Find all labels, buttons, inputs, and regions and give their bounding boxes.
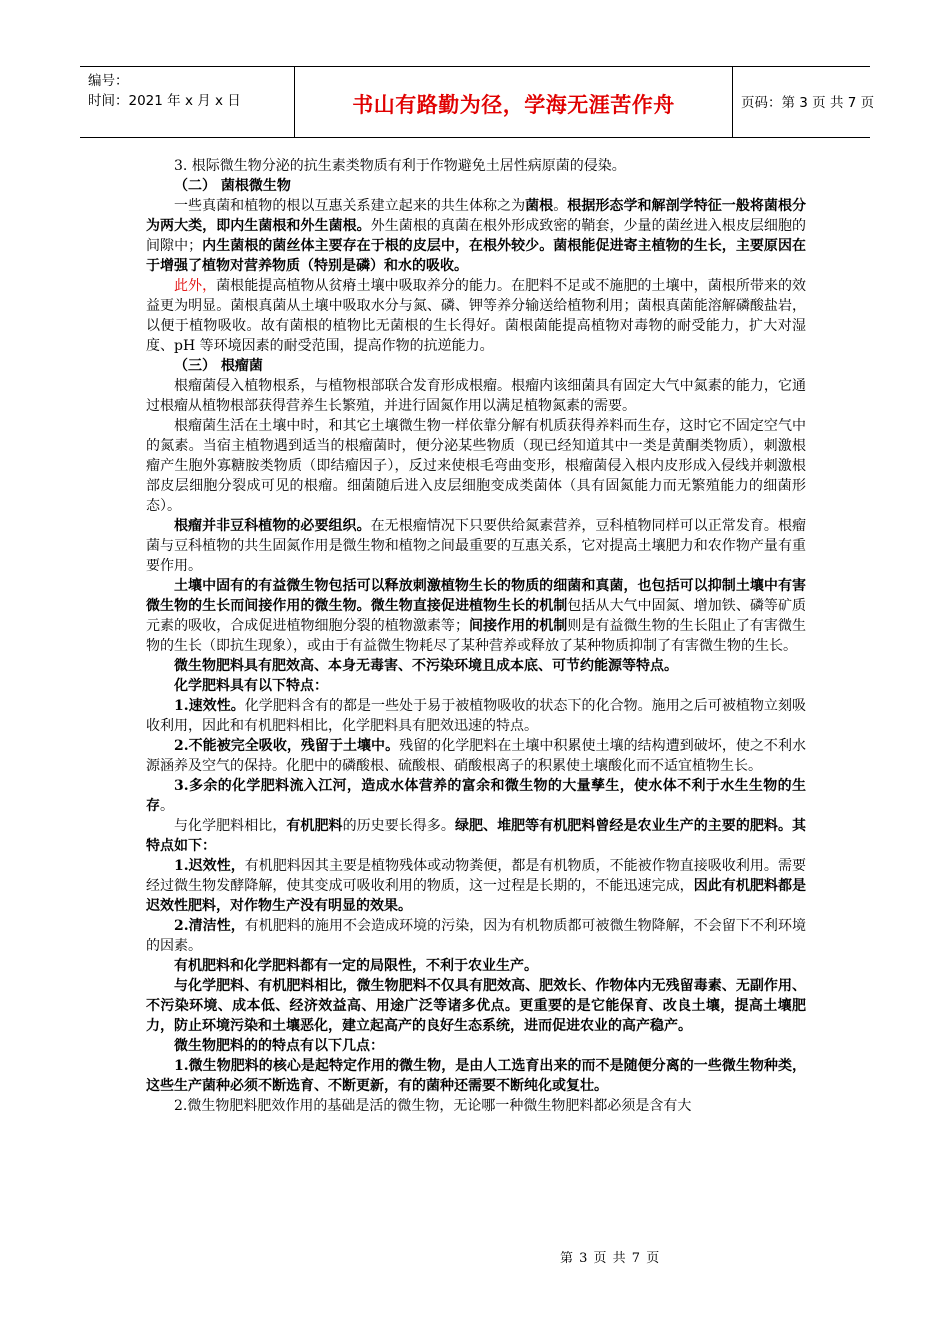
paragraph: 与化学肥料、有机肥料相比，微生物肥料不仅具有肥效高、肥效长、作物体内无残留毒素、无副作用、不污染环境、成本低、经济效益高、用途广泛等诸多优点。更重要的是它能保育、改良土壤，提高土壤肥力，防止环境污染和土壤恶化，建立起高产的良好生态系统，进而促进农业的高产稳产。 [146,978,806,1034]
page-footer: 第 3 页 共 7 页 [560,1251,661,1266]
paragraph: 1.微生物肥料的核心是起特定作用的微生物，是由人工选育出来的而不是随便分离的一些微生物种类，这些生产菌种必须不断选育、不断更新，有的菌种还需要不断纯化或复壮。 [146,1058,806,1094]
number-label: 编号： [88,73,129,89]
page-header [80,66,875,138]
paragraph: 3. 根际微生物分泌的抗生素类物质有利于作物避免土居性病原菌的侵染。 [174,158,626,174]
paragraph: 2.不能被完全吸收，残留于土壤中。残留的化学肥料在土壤中积累使土壤的结构遭到破坏，使之不利水源涵养及空气的保持。化肥中的磷酸根、硫酸根、硝酸根离子的积累使土壤酸化而不适宜植物生长。 [146,738,806,774]
document-body [146,156,806,1116]
paragraph: 2.微生物肥料肥效作用的基础是活的微生物，无论哪一种微生物肥料都必须是含有大 [174,1098,692,1114]
paragraph: 根瘤菌生活在土壤中时，和其它土壤微生物一样依靠分解有机质获得养料而生存，这时它不固定空气中的氮素。当宿主植物遇到适当的根瘤菌时，便分泌某些物质（现已经知道其中一类是黄酮类物质），刺激根瘤产生胞外寡糖胺类物质（即结瘤因子），反过来使根毛弯曲变形，根瘤菌侵入根内皮形成入侵线并刺激根部皮层细胞分裂成可见的根瘤。细菌随后进入皮层细胞变成类菌体（具有固氮能力而无繁殖能力的细菌形态）。 [146,418,806,514]
page-label: 页码：第 3 页 共 7 页 [741,95,875,111]
header-motto-cell [295,67,733,137]
time-label: 时间：2021 年 x 月 x 日 [88,93,241,109]
paragraph: 有机肥料和化学肥料都有一定的局限性，不利于农业生产。 [174,958,538,974]
paragraph: 1.迟效性，有机肥料因其主要是植物残体或动物粪便，都是有机物质，不能被作物直接吸收利用。需要经过微生物发酵降解，使其变成可吸收利用的物质，这一过程是长期的，不能迅速完成，因此有机肥料都是迟效性肥料，对作物生产没有明显的效果。 [146,858,807,914]
motto: 书山有路勤为径，学海无涯苦作舟 [352,93,675,117]
paragraph-mycorrhiza-benefits: 此外，菌根能提高植物从贫瘠土壤中吸取养分的能力。在肥料不足或不施肥的土壤中，菌根所带来的效益更为明显。菌根真菌从土壤中吸取水分与氮、磷、钾等养分输送给植物利用；菌根真菌能溶解磷酸盐岩，以便于植物吸收。故有菌根的植物比无菌根的生长得好。菌根菌能提高植物对毒物的耐受能力，扩大对湿度、pH 等环境因素的耐受范围，提高作物的抗逆能力。 [146,278,807,354]
section-heading-mycorrhiza: （二） 菌根微生物 [174,178,291,194]
paragraph: 微生物肥料的的特点有以下几点： [174,1038,384,1054]
paragraph-mycorrhiza-definition: 一些真菌和植物的根以互惠关系建立起来的共生体称之为菌根。根据形态学和解剖学特征一般将菌根分为两大类，即内生菌根和外生菌根。外生菌根的真菌在根外形成致密的鞘套，少量的菌丝进入根皮层细胞的间隙中；内生菌根的菌丝体主要存在于根的皮层中，在根外较少。菌根能促进寄主植物的生长，主要原因在于增强了植物对营养物质（特别是磷）和水的吸收。 [146,198,807,274]
paragraph: 微生物肥料具有肥效高、本身无毒害、不污染环境且成本底、可节约能源等特点。 [174,658,678,674]
paragraph: 与化学肥料相比，有机肥料的历史要长得多。绿肥、堆肥等有机肥料曾经是农业生产的主要的肥料。其特点如下： [146,818,807,854]
paragraph: 土壤中固有的有益微生物包括可以释放刺激植物生长的物质的细菌和真菌，也包括可以抑制土壤中有害微生物的生长而间接作用的微生物。微生物直接促进植物生长的机制包括从大气中固氮、增加铁、磷等矿质元素的吸收，合成促进植物细胞分裂的植物激素等；间接作用的机制则是有益微生物的生长阻止了有害微生物的生长（即抗生现象），或由于有益微生物耗尽了某种营养或释放了某种物质抑制了有害微生物的生长。 [146,578,807,654]
paragraph: 2.清洁性，有机肥料的施用不会造成环境的污染，因为有机物质都可被微生物降解，不会留下不利环境的因素。 [146,918,806,954]
paragraph: 化学肥料具有以下特点： [174,678,328,694]
paragraph: 3.多余的化学肥料流入江河，造成水体营养的富余和微生物的大量孳生，使水体不利于水生生物的生存。 [146,778,806,814]
paragraph: 根瘤菌侵入植物根系，与植物根部联合发育形成根瘤。根瘤内该细菌具有固定大气中氮素的能力，它通过根瘤从植物根部获得营养生长繁殖，并进行固氮作用以满足植物氮素的需要。 [146,378,806,414]
paragraph: 根瘤并非豆科植物的必要组织。在无根瘤情况下只要供给氮素营养，豆科植物同样可以正常发育。根瘤菌与豆科植物的共生固氮作用是微生物和植物之间最重要的互惠关系，它对提高土壤肥力和农作物产量有重要作用。 [146,518,807,574]
paragraph: 1.速效性。化学肥料含有的都是一些处于易于被植物吸收的状态下的化合物。施用之后可被植物立刻吸收利用，因此和有机肥料相比，化学肥料具有肥效迅速的特点。 [146,698,806,734]
section-heading-rhizobium: （三） 根瘤菌 [174,358,263,374]
highlighted-text: 此外， [174,278,217,294]
header-left-cell [80,67,295,137]
